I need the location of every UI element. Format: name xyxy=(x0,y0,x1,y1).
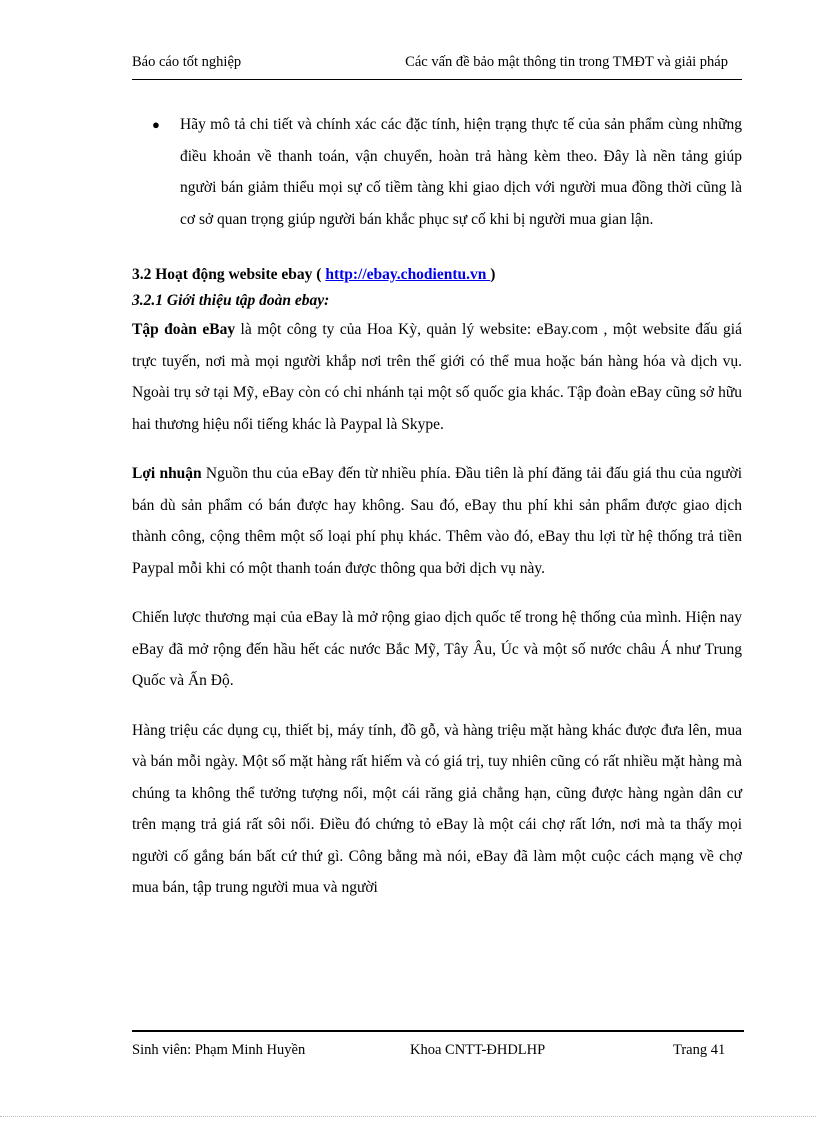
paragraph-text: là một công ty của Hoa Kỳ, quản lý website: eBay.com , một website đấu giá trực tuyến, nơi mà mọi người khắp nơi trên thế giới có thể mua hoặc bán hàng hóa và dịch vụ. Ngoài trụ sở tại Mỹ, eBay còn có chi nhánh tại một số quốc gia khác. Tập đoàn eBay cũng sở hữu hai thương hiệu nổi tiếng khác là Paypal là Skype. xyxy=(132,321,742,433)
page-body xyxy=(132,109,742,904)
paragraph-lead: Tập đoàn eBay xyxy=(132,321,236,338)
section-heading xyxy=(132,262,742,288)
footer-page-number: Trang 41 xyxy=(673,1042,726,1058)
paragraph xyxy=(132,715,742,904)
paragraph xyxy=(132,602,742,697)
paragraph xyxy=(132,458,742,584)
page-boundary xyxy=(0,1116,816,1117)
paragraph-text: Hàng triệu các dụng cụ, thiết bị, máy tính, đồ gỗ, và hàng triệu mặt hàng khác được đưa lên, mua và bán mỗi ngày. Một số mặt hàng rất hiếm và có giá trị, tuy nhiên cũng có rất nhiều mặt hàng mà chúng ta không thể tưởng tượng nổi, một cái răng giả chẳng hạn, cũng được hàng ngàn dân cư trên mạng trả giá rất sôi nổi. Điều đó chứng tỏ eBay là một cái chợ rất lớn, nơi mà ta thấy mọi người cố gắng bán bất cứ thứ gì. Công bằng mà nói, eBay đã làm một cuộc cách mạng về chợ mua bán, tập trung người mua và người xyxy=(132,721,742,896)
section-close: ) xyxy=(490,266,496,283)
page-header xyxy=(132,54,728,71)
paragraph xyxy=(132,314,742,440)
paragraph-text: Nguồn thu của eBay đến từ nhiều phía. Đầu tiên là phí đăng tải đấu giá thu của người bán dù sản phẩm có bán được hay không. Sau đó, eBay thu phí khi sản phẩm được giao dịch thành công, cộng thêm một số loại phí phụ khác. Thêm vào đó, eBay thu lợi từ hệ thống trả tiền Paypal mỗi khi có một thanh toán được thông qua bởi dịch vụ này. xyxy=(132,465,742,577)
footer-divider xyxy=(132,1030,744,1032)
bullet-item xyxy=(132,109,742,235)
header-right: Các vấn đề bảo mật thông tin trong TMĐT và giải pháp xyxy=(405,54,728,70)
section-link[interactable]: http://ebay.chodientu.vn xyxy=(325,266,491,283)
paragraph-text: Chiến lược thương mại của eBay là mở rộng giao dịch quốc tế trong hệ thống của mình. Hiện nay eBay đã mở rộng đến hầu hết các nước Bắc Mỹ, Tây Âu, Úc và một số nước châu Á như Trung Quốc và Ấn Độ. xyxy=(132,609,742,689)
paragraph-lead: Lợi nhuận xyxy=(132,465,202,482)
header-left: Báo cáo tốt nghiệp xyxy=(132,54,242,70)
footer-student: Sinh viên: Phạm Minh Huyền xyxy=(132,1042,306,1058)
header-divider xyxy=(132,79,742,80)
bullet-text: Hãy mô tả chi tiết và chính xác các đặc tính, hiện trạng thực tế của sản phẩm cùng những điều khoản về thanh toán, vận chuyển, hoàn trả hàng kèm theo. Đây là nền tảng giúp người bán giảm thiểu mọi sự cố tiềm tàng khi giao dịch với người mua đồng thời cũng là cơ sở quan trọng giúp người bán khắc phục sự cố khi bị người mua gian lận. xyxy=(180,116,742,228)
subsection-heading: 3.2.1 Giới thiệu tập đoàn ebay: xyxy=(132,292,330,309)
footer-faculty: Khoa CNTT-ĐHDLHP xyxy=(410,1042,546,1058)
section-title: 3.2 Hoạt động website ebay ( xyxy=(132,266,322,283)
bullet-icon: ● xyxy=(152,117,160,132)
